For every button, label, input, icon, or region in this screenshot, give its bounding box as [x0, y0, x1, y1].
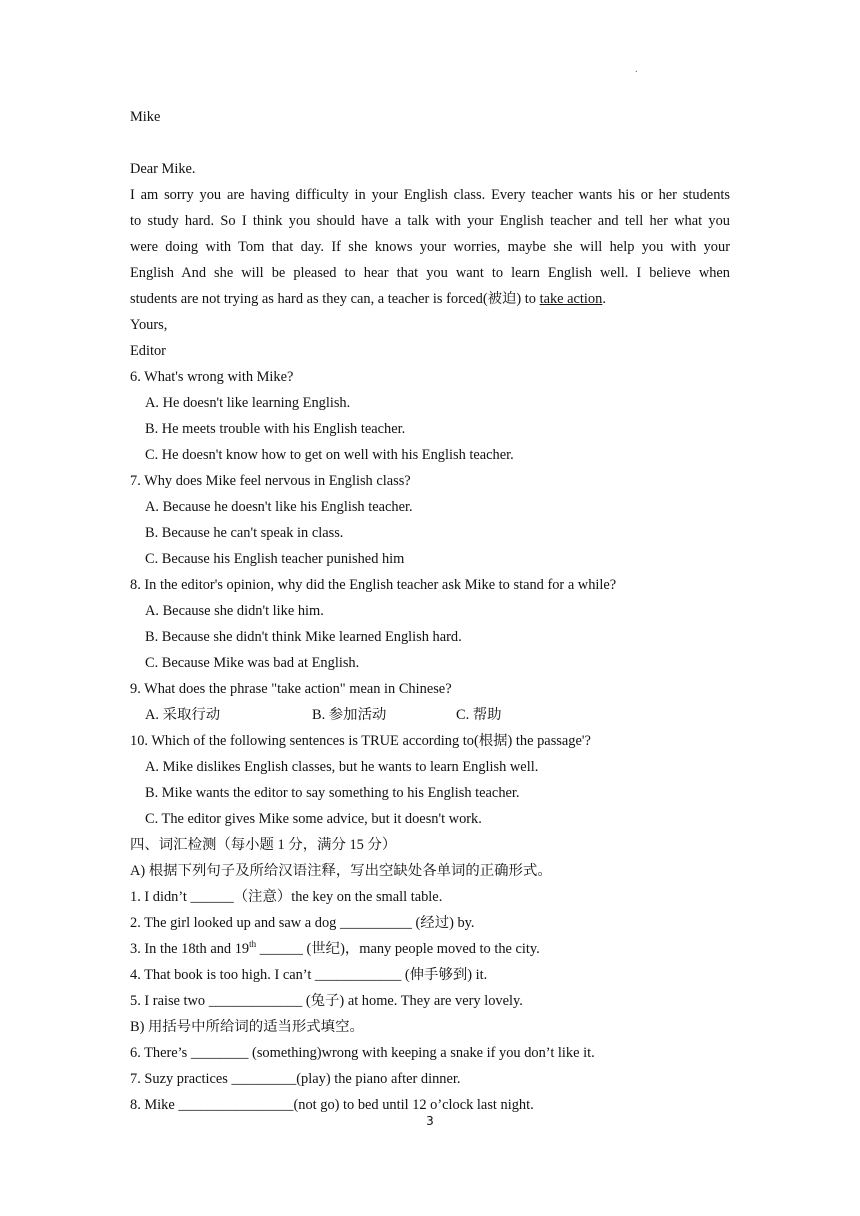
option: A. Because she didn't like him. — [145, 603, 324, 619]
vocab-item: 5. I raise two _____________ (兔子) at home. They are very lovely. — [130, 993, 523, 1009]
take-action-underlined: take action — [539, 291, 603, 307]
option: A. 采取行动 — [145, 707, 221, 723]
question-8: 8. In the editor's opinion, why did the English teacher ask Mike to stand for a while? — [130, 577, 617, 593]
vocab-item: 4. That book is too high. I can’t ____________ (伸手够到) it. — [130, 967, 488, 983]
grammar-item: 6. There’s ________ (something)wrong with keeping a snake if you don’t like it. — [130, 1045, 595, 1061]
question-10: 10. Which of the following sentences is TRUE according to(根据) the passage'? — [130, 733, 591, 749]
question-6: 6. What's wrong with Mike? — [130, 369, 294, 385]
option: A. He doesn't like learning English. — [145, 395, 351, 411]
part-a-instruction: A) 根据下列句子及所给汉语注释，写出空缺处各单词的正确形式。 — [130, 863, 552, 879]
option: C. Because his English teacher punished him — [145, 551, 405, 567]
option: C. Because Mike was bad at English. — [145, 655, 360, 671]
option: B. 参加活动 — [312, 707, 387, 723]
option: B. He meets trouble with his English teacher. — [145, 421, 406, 437]
vocab-item: 2. The girl looked up and saw a dog __________ (经过) by. — [130, 915, 475, 931]
superscript: th — [249, 939, 257, 950]
option: C. The editor gives Mike some advice, but it doesn't work. — [145, 811, 482, 827]
letter-line: to study hard. So I think you should have a talk with your English teacher and tell her what you — [130, 213, 730, 229]
page-number: 3 — [426, 1114, 434, 1128]
option: A. Because he doesn't like his English teacher. — [145, 499, 413, 515]
greeting: Dear Mike. — [130, 161, 196, 177]
letter-line: were doing with Tom that day. If she knows your worries, maybe she will help you with your — [130, 239, 730, 255]
question-7: 7. Why does Mike feel nervous in English class? — [130, 473, 411, 489]
closing: Yours, — [130, 317, 168, 333]
question-9: 9. What does the phrase "take action" mean in Chinese? — [130, 681, 452, 697]
option: A. Mike dislikes English classes, but he wants to learn English well. — [145, 759, 539, 775]
letter-line-text: students are not trying as hard as they can, a teacher is forced(被迫) to — [130, 291, 540, 307]
vocab-item — [130, 940, 540, 958]
option: B. Because he can't speak in class. — [145, 525, 344, 541]
option: B. Because she didn't think Mike learned English hard. — [145, 629, 462, 645]
editor-signature: Editor — [130, 343, 166, 359]
vocab-item: 1. I didn’t ______（注意）the key on the small table. — [130, 889, 443, 905]
option: C. 帮助 — [456, 707, 502, 723]
header-mark: . — [635, 64, 638, 75]
mike-signature: Mike — [130, 109, 161, 125]
letter-line-last — [130, 290, 606, 308]
option: B. Mike wants the editor to say something to his English teacher. — [145, 785, 520, 801]
section-title: 四、词汇检测（每小题 1 分，满分 15 分） — [130, 837, 397, 853]
vocab-item-text: ______ (世纪)，many people moved to the city. — [256, 941, 540, 957]
vocab-item-text: 3. In the 18th and 19 — [130, 941, 250, 957]
period: . — [602, 291, 606, 307]
letter-line: English And she will be pleased to hear that you want to learn English well. I believe when — [130, 265, 730, 281]
option: C. He doesn't know how to get on well with his English teacher. — [145, 447, 514, 463]
grammar-item: 7. Suzy practices _________(play) the piano after dinner. — [130, 1071, 461, 1087]
letter-line: I am sorry you are having difficulty in your English class. Every teacher wants his or her students — [130, 187, 730, 203]
part-b-instruction: B) 用括号中所给词的适当形式填空。 — [130, 1019, 364, 1035]
grammar-item: 8. Mike ________________(not go) to bed until 12 o’clock last night. — [130, 1097, 534, 1113]
